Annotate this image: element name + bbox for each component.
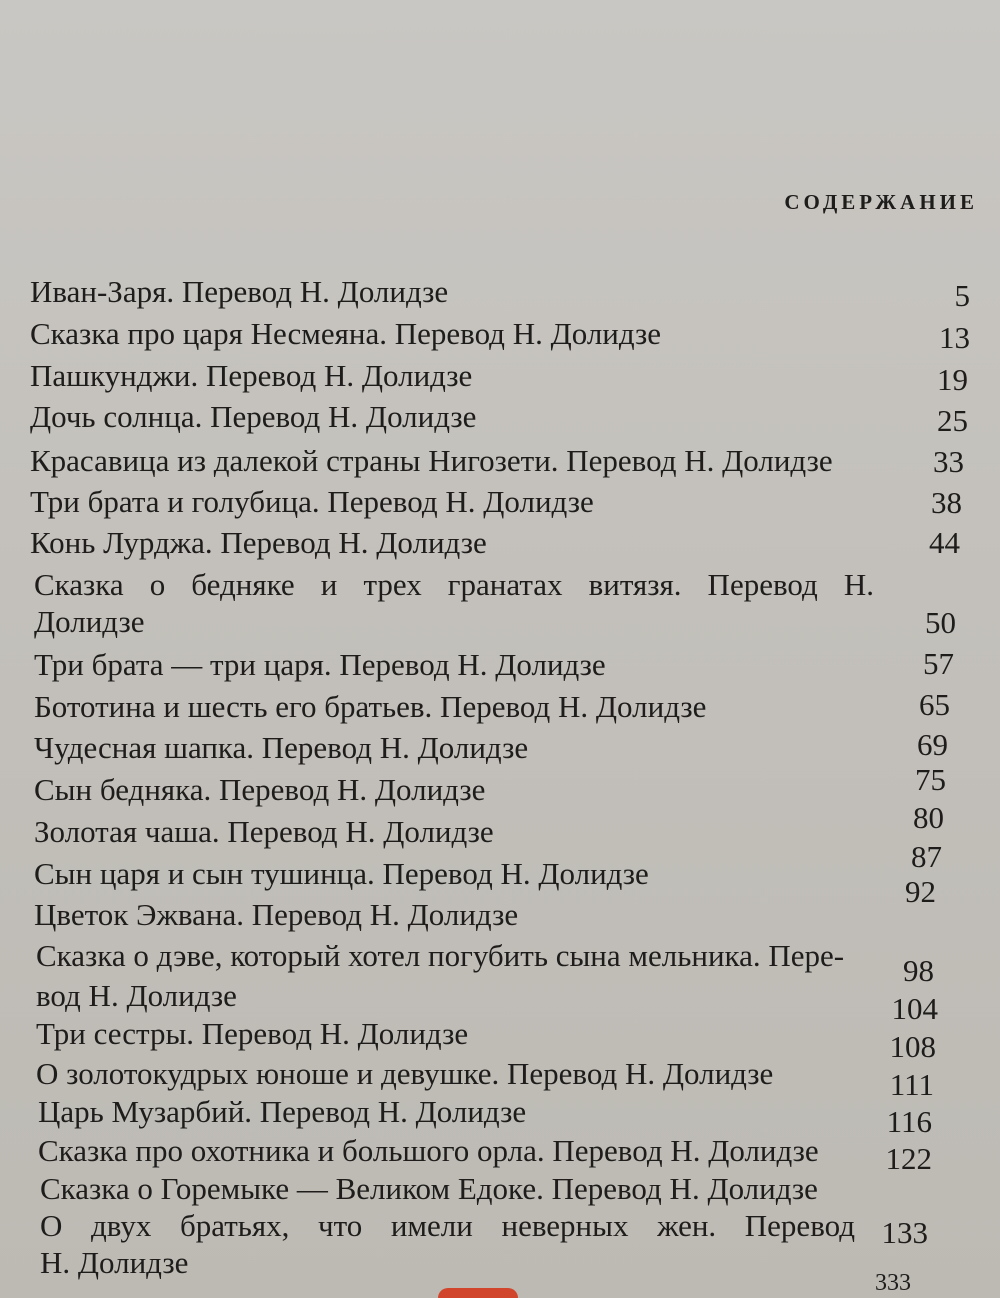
toc-page-number: 92 <box>905 874 936 909</box>
toc-title: Три брата — три царя. Перевод Н. Долидзе <box>34 647 606 682</box>
toc-title: Конь Лурджа. Перевод Н. Долидзе <box>30 525 487 560</box>
toc-title: Пашкунджи. Перевод Н. Долидзе <box>30 358 473 393</box>
toc-page-number: 75 <box>915 762 946 797</box>
toc-title-line: О двух братьях, что имели неверных жен. Перевод <box>40 1208 855 1243</box>
toc-title-line: Сказка о дэве, который хотел погубить сына мельника. Пере- <box>36 938 845 973</box>
toc-page-number: 5 <box>954 278 970 313</box>
toc-page-number: 33 <box>933 444 964 479</box>
toc-title: Красавица из далекой страны Нигозети. Перевод Н. Долидзе <box>30 443 833 478</box>
toc-title: О золотокудрых юноше и девушке. Перевод Н. Долидзе <box>36 1056 774 1091</box>
toc-page-number: 19 <box>937 362 968 397</box>
toc-page-number: 108 <box>889 1029 936 1064</box>
toc-page-number: 57 <box>923 646 954 681</box>
toc-title: Сказка про охотника и большого орла. Перевод Н. Долидзе <box>38 1133 819 1168</box>
toc-title: Сказка про царя Несмеяна. Перевод Н. Долидзе <box>30 316 662 351</box>
toc-page-number: 116 <box>886 1104 932 1139</box>
toc-page-number: 69 <box>917 727 948 762</box>
toc-page-number: 104 <box>891 991 938 1026</box>
toc-page-number: 38 <box>931 485 962 520</box>
toc-title-line: вод Н. Долидзе <box>36 978 237 1013</box>
toc-title: Чудесная шапка. Перевод Н. Долидзе <box>34 730 529 765</box>
toc-title: Дочь солнца. Перевод Н. Долидзе <box>30 399 477 434</box>
toc-title-line: Долидзе <box>34 604 145 639</box>
toc-title: Сын бедняка. Перевод Н. Долидзе <box>34 772 486 807</box>
toc-page-number: 111 <box>889 1067 934 1102</box>
toc-page-number: 80 <box>913 800 944 835</box>
toc-title-line: Сказка о бедняке и трех гранатах витязя. Перевод Н. <box>34 567 874 602</box>
toc-title: Иван-Заря. Перевод Н. Долидзе <box>30 274 449 309</box>
toc-title: Сын царя и сын тушинца. Перевод Н. Долидзе <box>34 856 649 891</box>
toc-title: Сказка о Горемыке — Великом Едоке. Перевод Н. Долидзе <box>40 1171 818 1206</box>
toc-page-number: 50 <box>925 605 956 640</box>
toc-page-number: 44 <box>929 525 960 560</box>
toc-page-number: 98 <box>903 953 934 988</box>
toc-page-number: 25 <box>937 403 968 438</box>
toc-title: Бототина и шесть его братьев. Перевод Н. Долидзе <box>34 689 707 724</box>
toc-title: Золотая чаша. Перевод Н. Долидзе <box>34 814 494 849</box>
book-edge <box>438 1288 518 1298</box>
toc-page-number: 87 <box>911 839 942 874</box>
contents-heading: СОДЕРЖАНИЕ <box>784 190 978 214</box>
page-number: 333 <box>875 1270 911 1296</box>
toc-title: Три сестры. Перевод Н. Долидзе <box>36 1016 469 1051</box>
toc-title: Три брата и голубица. Перевод Н. Долидзе <box>30 484 594 519</box>
toc-title-line: Н. Долидзе <box>40 1245 189 1280</box>
toc-page-number: 65 <box>919 687 950 722</box>
toc-page-number: 133 <box>881 1215 928 1250</box>
toc-title: Цветок Эжвана. Перевод Н. Долидзе <box>34 897 519 932</box>
toc-title: Царь Музарбий. Перевод Н. Долидзе <box>38 1094 527 1129</box>
toc-page-number: 122 <box>885 1141 932 1176</box>
toc-page-number: 13 <box>939 320 970 355</box>
